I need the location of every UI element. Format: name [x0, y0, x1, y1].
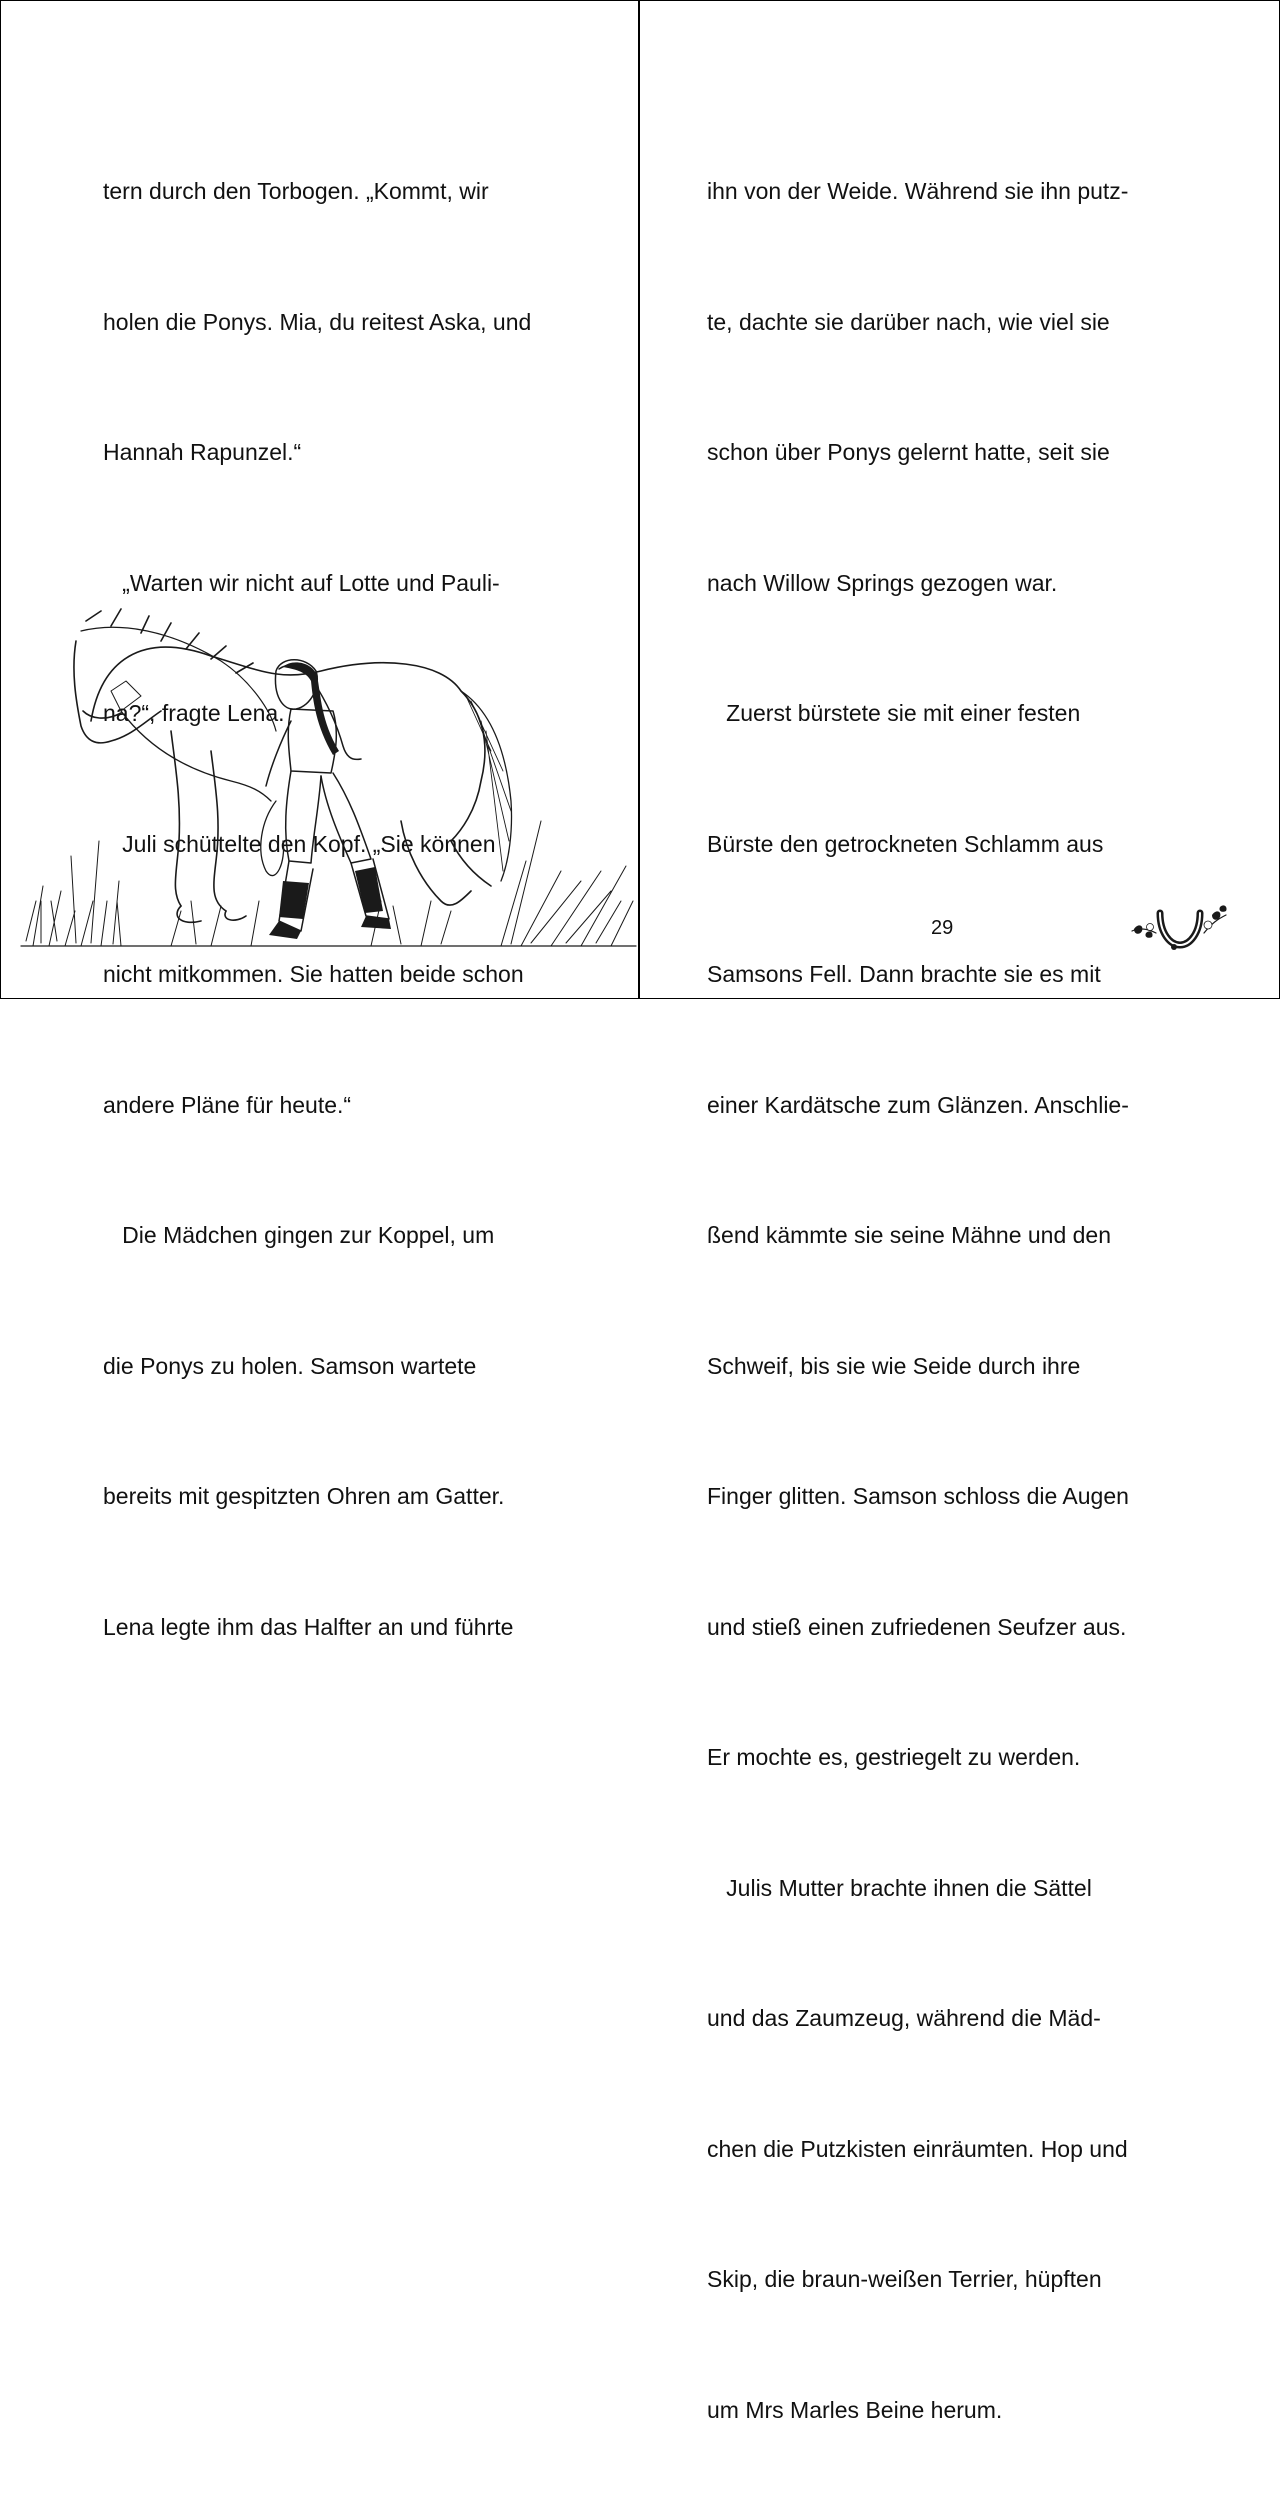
text-line: um Mrs Marles Beine herum.: [707, 2396, 1003, 2423]
text-line: Bürste den getrockneten Schlamm aus: [707, 830, 1104, 857]
text-line: Schweif, bis sie wie Seide durch ihre: [707, 1352, 1081, 1379]
text-line: „Warten wir nicht auf Lotte und Pauli-: [103, 569, 500, 596]
text-line: te, dachte sie darüber nach, wie viel sie: [707, 308, 1110, 335]
text-line: schon über Ponys gelernt hatte, seit sie: [707, 439, 1110, 465]
text-line: bereits mit gespitzten Ohren am Gatter.: [103, 1483, 505, 1509]
text-line: andere Pläne für heute.“: [103, 1091, 352, 1118]
text-line: und das Zaumzeug, während die Mäd-: [707, 2005, 1101, 2031]
grass-strokes: [21, 821, 636, 946]
text-line: Julis Mutter brachte ihnen die Sättel: [707, 1874, 1092, 1901]
text-line: Finger glitten. Samson schloss die Augen: [707, 1483, 1129, 1509]
text-line: tern durch den Torbogen. „Kommt, wir: [103, 178, 489, 204]
text-line: die Ponys zu holen. Samson wartete: [103, 1352, 477, 1379]
text-line: Skip, die braun-weißen Terrier, hüpften: [707, 2266, 1102, 2292]
text-line: ihn von der Weide. Während sie ihn putz-: [707, 178, 1129, 204]
text-line: Zuerst bürstete sie mit einer festen: [707, 700, 1081, 726]
text-line: Juli schüttelte den Kopf. „Sie können: [103, 830, 496, 857]
pony-and-girl-illustration: [21, 601, 636, 961]
text-line: Samsons Fell. Dann brachte sie es mit: [707, 961, 1101, 987]
text-line: und stieß einen zufriedenen Seufzer aus.: [707, 1613, 1127, 1640]
left-page: [1, 1, 640, 1640]
text-line: ßend kämmte sie seine Mähne und den: [707, 1222, 1112, 1248]
right-page: [640, 1, 1279, 2423]
text-line: Er mochte es, gestriegelt zu werden.: [707, 1744, 1081, 1770]
text-line: nicht mitkommen. Sie hatten beide schon: [103, 961, 524, 987]
text-line: einer Kardätsche zum Glänzen. Anschlie-: [707, 1091, 1129, 1118]
text-line: chen die Putzkisten einräumten. Hop und: [707, 2135, 1128, 2162]
text-line: Lena legte ihm das Halfter an und führte: [103, 1613, 514, 1640]
text-line: Die Mädchen gingen zur Koppel, um: [103, 1222, 495, 1248]
horseshoe-icon: [1128, 893, 1228, 953]
pony: [74, 609, 512, 922]
text-line: nach Willow Springs gezogen war.: [707, 569, 1058, 596]
text-line: na?“, fragte Lena.: [103, 700, 285, 726]
text-line: Hannah Rapunzel.“: [103, 439, 302, 465]
text-line: holen die Ponys. Mia, du reitest Aska, und: [103, 308, 532, 335]
lead-rope: [121, 711, 284, 876]
page-number: 29: [931, 917, 954, 939]
right-page-text: [707, 83, 1129, 2519]
